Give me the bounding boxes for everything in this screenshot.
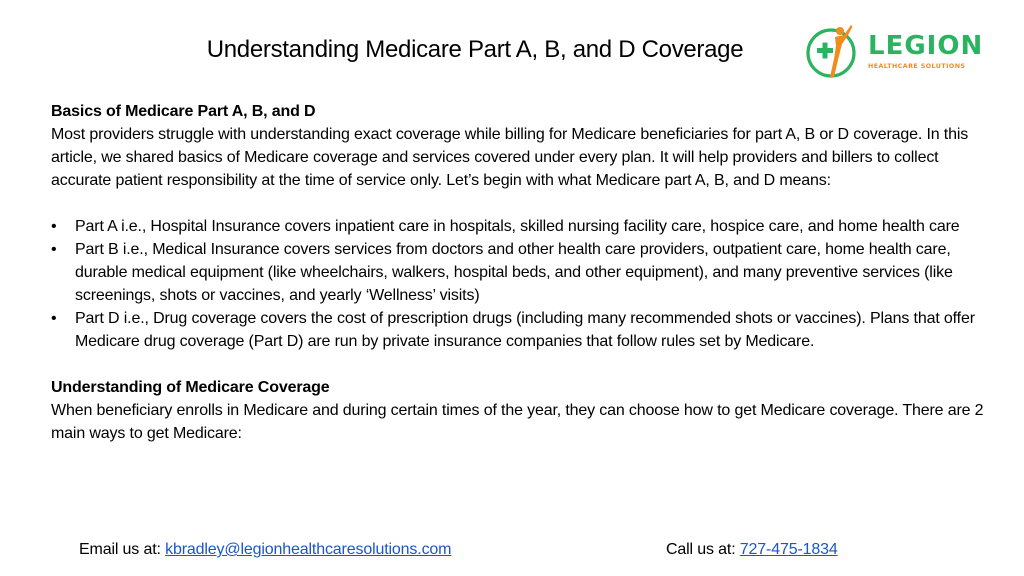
spacer xyxy=(51,192,999,215)
phone-link[interactable]: 727-475-1834 xyxy=(739,541,838,558)
list-item-text: Part B i.e., Medical Insurance covers services from doctors and other health care providers, outpatient care, home health care, durable medical equipment (like wheelchairs, walkers, hospital beds, and other equipment), and many preventive services (like screenings, shots or vaccines, and yearly ‘Wellness’ visits) xyxy=(75,241,953,304)
page-title: Understanding Medicare Part A, B, and D Coverage xyxy=(206,36,744,63)
spacer xyxy=(51,353,999,376)
bullet-icon: • xyxy=(51,218,57,235)
phone-contact xyxy=(666,538,838,561)
phone-label: Call us at: xyxy=(666,541,740,558)
bullet-icon: • xyxy=(51,310,57,327)
email-contact xyxy=(79,538,451,561)
medical-cross-person-icon xyxy=(804,22,864,84)
logo-wordmark: LEGION xyxy=(868,31,984,61)
company-logo xyxy=(804,22,984,84)
list-item-part-a xyxy=(51,215,999,238)
coverage-list xyxy=(51,215,999,353)
bullet-icon: • xyxy=(51,241,57,258)
article-body xyxy=(51,100,999,445)
list-item-text: Part A i.e., Hospital Insurance covers inpatient care in hospitals, skilled nursing facility care, hospice care, and home health care xyxy=(75,218,960,235)
list-item-part-b xyxy=(51,238,999,307)
list-item-text: Part D i.e., Drug coverage covers the cost of prescription drugs (including many recommended shots or vaccines). Plans that offer Medicare drug coverage (Part D) are run by private insurance companies that follow rules set by Medicare. xyxy=(75,310,975,350)
section-heading-basics: Basics of Medicare Part A, B, and D xyxy=(51,103,316,120)
list-item-part-d xyxy=(51,307,999,353)
email-label: Email us at: xyxy=(79,541,166,558)
coverage-paragraph: When beneficiary enrolls in Medicare and during certain times of the year, they can choose how to get Medicare coverage. There are 2 main ways to get Medicare: xyxy=(51,402,984,442)
email-link[interactable]: kbradley@legionhealthcaresolutions.com xyxy=(165,541,452,558)
intro-paragraph: Most providers struggle with understanding exact coverage while billing for Medicare beneficiaries for part A, B or D coverage. In this article, we shared basics of Medicare coverage and services covered under every plan. It will help providers and billers to collect accurate patient responsibility at the time of service only. Let’s begin with what Medicare part A, B, and D means: xyxy=(51,126,969,189)
logo-tagline: HEALTHCARE SOLUTIONS xyxy=(868,63,966,70)
section-heading-coverage: Understanding of Medicare Coverage xyxy=(51,379,330,396)
